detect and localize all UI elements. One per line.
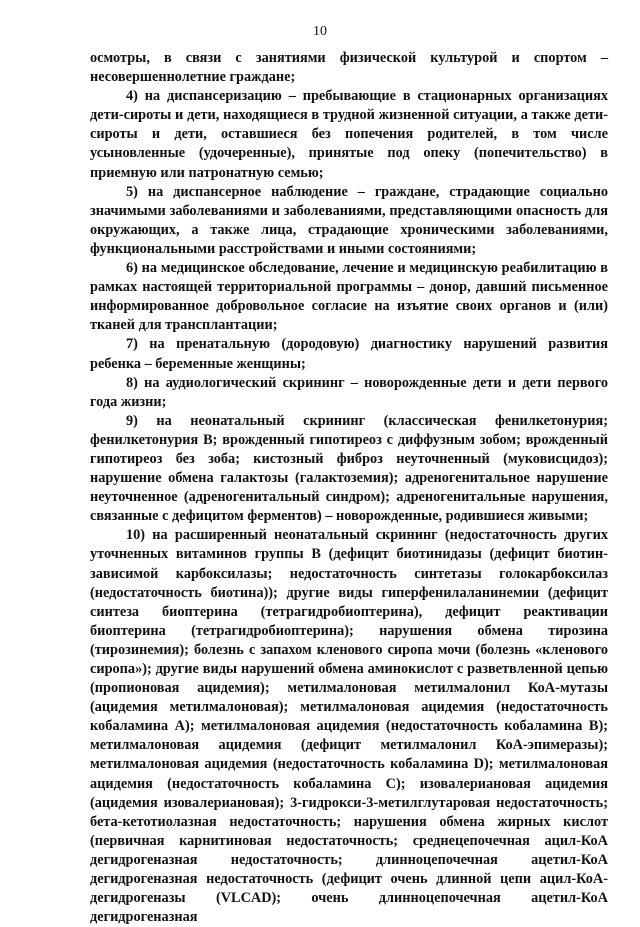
paragraph-item-8: 8) на аудиологический скрининг – новорожденные дети и дети первого года жизни; (90, 374, 608, 410)
document-body (90, 49, 608, 927)
paragraph-item-4: 4) на диспансеризацию – пребывающие в стационарных организациях дети-сироты и дети, находящиеся в трудной жизненной ситуации, а также дети-сироты и дети, оставшиеся без попечения родителей, в том числе усыновленные (удочеренные), принятые под опеку (попечительство) в приемную или патронатную семью; (90, 88, 608, 181)
paragraph-item-5: 5) на диспансерное наблюдение – граждане, страдающие социально значимыми заболеваниями и заболеваниями, представляющими опасность для окружающих, а также лица, страдающие хроническими заболеваниями, функциональными расстройствами и иными состояниями; (90, 183, 608, 257)
paragraph-item-6: 6) на медицинское обследование, лечение и медицинскую реабилитацию в рамках настоящей территориальной программы – донор, давший письменное информированное добровольное согласие на изъятие своих органов и (или) тканей для трансплантации; (90, 260, 608, 334)
page-number: 10 (313, 24, 327, 39)
paragraph-item-9: 9) на неонатальный скрининг (классическая фенилкетонурия; фенилкетонурия B; врожденный гипотиреоз с диффузным зобом; врожденный гипотиреоз без зоба; кистозный фиброз неуточненный (муковисцидоз); нарушение обмена галактозы (галактоземия); адреногенитальное нарушение неуточненное (адреногенитальный синдром); адреногенитальные нарушения, связанные с дефицитом ферментов) – новорожденные, родившиеся живыми; (90, 412, 608, 525)
paragraph-item-10: 10) на расширенный неонатальный скрининг (недостаточность других уточненных витаминов группы B (дефицит биотинидазы (дефицит биотин-зависимой карбоксилазы; недостаточность синтетазы голокарбоксилаз (недостаточность биотина)); другие виды гиперфенилаланинемии (дефицит синтеза биоптерина (тетрагидробиоптерина), дефицит реактивации биоптерина (тетрагидробиоптерина); нарушения обмена тирозина (тирозинемия); болезнь с запахом кленового сиропа мочи (болезнь «кленового сиропа»); другие виды нарушений обмена аминокислот с разветвленной цепью (пропионовая ацидемия); метилмалоновая метилмалонил КоА-мутазы (ацидемия метилмалоновая); метилмалоновая ацидемия (недостаточность кобаламина A); метилмалоновая ацидемия (недостаточность кобаламина B); метилмалоновая ацидемия (дефицит метилмалонил КоА-эпимеразы); метилмалоновая ацидемия (недостаточность кобаламина D); метилмалоновая ацидемия (недостаточность кобаламина C); изовалериановая ацидемия (ацидемия изовалериановая); 3-гидрокси-3-метилглутаровая недостаточность; бета-кетотиолазная недостаточность; нарушения обмена жирных кислот (первичная карнитиновая недостаточность; среднецепочечная ацил-КоА дегидрогеназная недостаточность; длинноцепочечная ацетил-КоА дегидрогеназная недостаточность (дефицит очень длинной цепи ацил-КоА-дегидрогеназы (VLCAD); очень длинноцепочечная ацетил-КоА дегидрогеназная (90, 527, 608, 926)
paragraph-item-7: 7) на пренатальную (дородовую) диагностику нарушений развития ребенка – беременные женщины; (90, 336, 608, 372)
paragraph-continuation: осмотры, в связи с занятиями физической культурой и спортом – несовершеннолетние граждане; (90, 50, 608, 86)
